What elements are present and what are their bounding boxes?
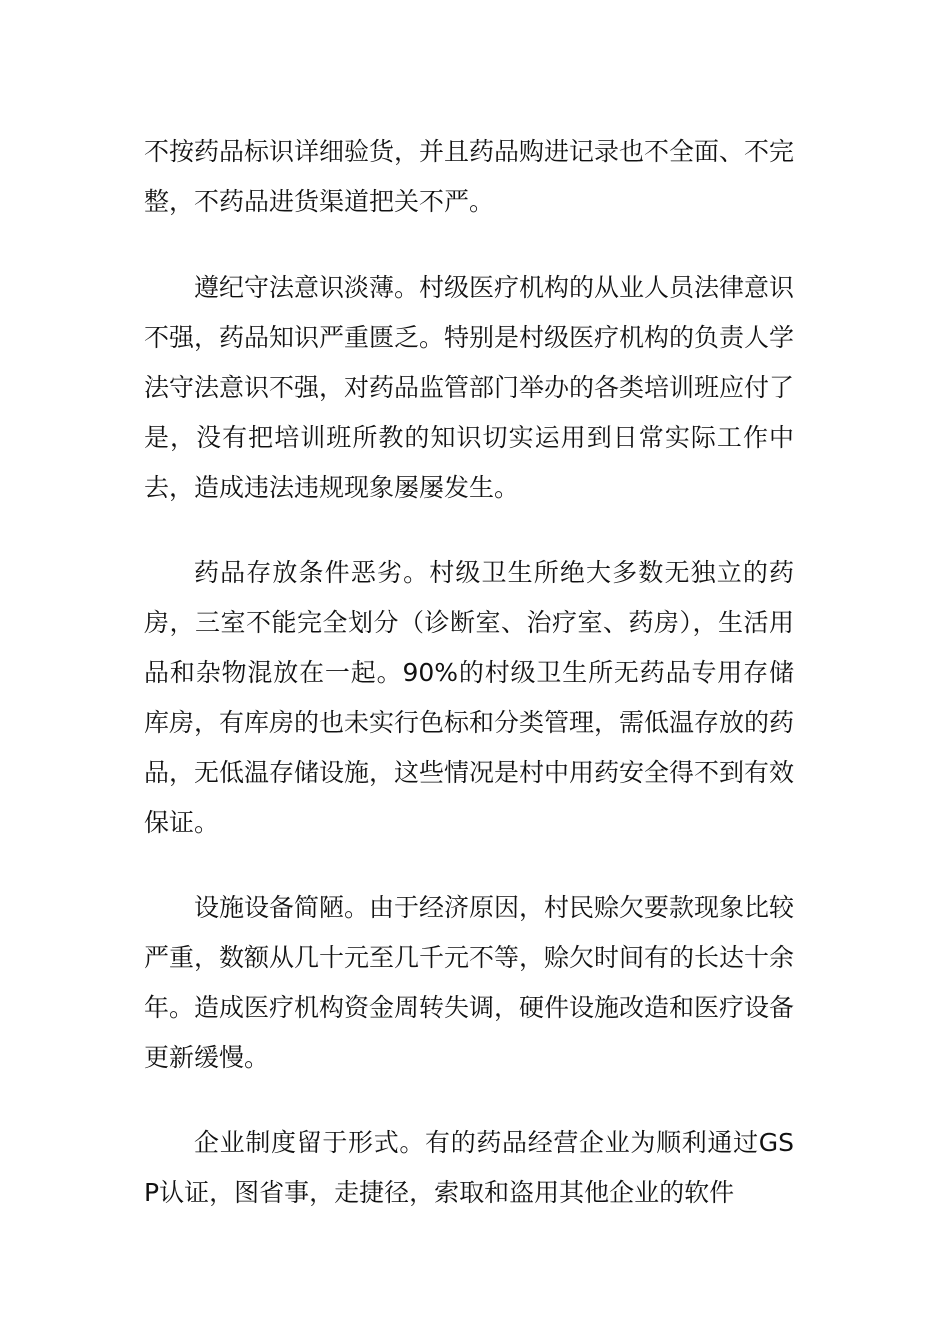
paragraph-legal-awareness: 遵纪守法意识淡薄。村级医疗机构的从业人员法律意识不强，药品知识严重匮乏。特别是村级医疗机构的负责人学法守法意识不强，对药品监管部门举办的各类培训班应付了是，没有把培训班所教的知识切实运用到日常实际工作中去，造成违法违规现象屡屡发生。 xyxy=(144,273,795,502)
paragraph-enterprise-system: 企业制度留于形式。有的药品经营企业为顺利通过GSP认证，图省事，走捷径，索取和盗用其他企业的软件 xyxy=(144,1128,794,1207)
paragraph-storage-conditions: 药品存放条件恶劣。村级卫生所绝大多数无独立的药房，三室不能完全划分（诊断室、治疗室、药房），生活用品和杂物混放在一起。90%的村级卫生所无药品专用存储库房，有库房的也未实行色标和分类管理，需低温存放的药品，无低温存储设施，这些情况是村中用药安全得不到有效保证。 xyxy=(144,558,795,837)
paragraph-continuation: 不按药品标识详细验货，并且药品购进记录也不全面、不完整，不药品进货渠道把关不严。 xyxy=(144,137,795,216)
paragraph-facilities: 设施设备简陋。由于经济原因，村民赊欠要款现象比较严重，数额从几十元至几千元不等，赊欠时间有的长达十余年。造成医疗机构资金周转失调，硬件设施改造和医疗设备更新缓慢。 xyxy=(144,893,795,1072)
document-body xyxy=(144,127,794,1253)
